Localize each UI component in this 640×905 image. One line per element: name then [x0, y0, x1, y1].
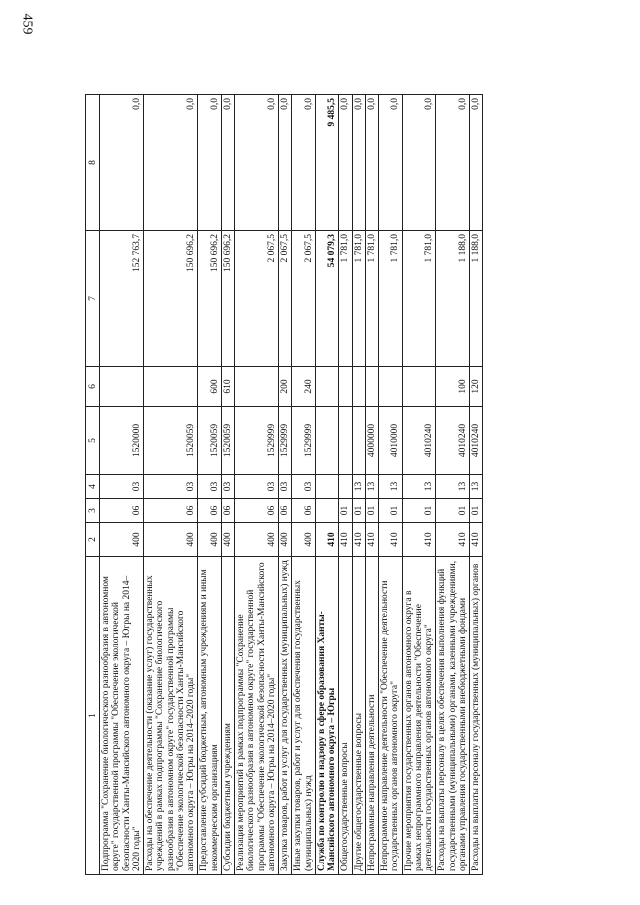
row-target-article: 1520059 — [221, 407, 234, 475]
row-expense-type — [365, 367, 378, 407]
row-amount: 2 067,5 — [279, 231, 292, 367]
col-header-2: 2 — [86, 523, 100, 557]
row-amount-2: 0,0 — [292, 95, 316, 231]
row-amount-2: 0,0 — [379, 95, 403, 231]
row-amount-2: 9 485,5 — [315, 95, 339, 231]
row-target-article: 1529999 — [279, 407, 292, 475]
row-amount: 1 188,0 — [436, 231, 470, 367]
row-subsection-code: 13 — [352, 475, 365, 499]
table-row — [379, 95, 403, 875]
row-subsection-code — [339, 475, 352, 499]
row-amount: 1 781,0 — [402, 231, 436, 367]
row-expense-type: 120 — [470, 367, 483, 407]
col-header-4: 4 — [86, 475, 100, 499]
row-subsection-code: 13 — [402, 475, 436, 499]
row-amount: 150 696,2 — [221, 231, 234, 367]
row-amount-2: 0,0 — [221, 95, 234, 231]
row-amount-2: 0,0 — [279, 95, 292, 231]
row-section-code: 06 — [198, 499, 222, 523]
row-amount: 152 763,7 — [100, 231, 144, 367]
row-expense-type: 240 — [292, 367, 316, 407]
row-ministry-code: 410 — [470, 523, 483, 557]
row-amount: 150 696,2 — [144, 231, 198, 367]
table-row — [352, 95, 365, 875]
row-amount-2: 0,0 — [402, 95, 436, 231]
row-amount: 1 781,0 — [365, 231, 378, 367]
row-target-article: 1529999 — [292, 407, 316, 475]
row-target-article: 4010240 — [402, 407, 436, 475]
table-row — [100, 95, 144, 875]
row-target-article — [315, 407, 339, 475]
row-section-code: 06 — [279, 499, 292, 523]
row-subsection-code: 03 — [235, 475, 279, 499]
row-ministry-code: 410 — [379, 523, 403, 557]
row-name: Непрограммные направления деятельности — [365, 557, 378, 875]
row-expense-type: 600 — [198, 367, 222, 407]
row-ministry-code: 410 — [402, 523, 436, 557]
row-amount-2: 0,0 — [365, 95, 378, 231]
row-section-code: 01 — [436, 499, 470, 523]
row-subsection-code: 03 — [100, 475, 144, 499]
row-amount-2: 0,0 — [144, 95, 198, 231]
table-row — [365, 95, 378, 875]
table-row — [339, 95, 352, 875]
row-section-code: 01 — [402, 499, 436, 523]
row-ministry-code: 400 — [279, 523, 292, 557]
row-amount-2: 0,0 — [198, 95, 222, 231]
table-row — [198, 95, 222, 875]
row-amount-2: 0,0 — [470, 95, 483, 231]
row-ministry-code: 410 — [339, 523, 352, 557]
row-name: Реализация мероприятий в рамках подпрограммы "Сохранение биологического разнообразия в автономном округе" государственной программы "Обеспечение экологической безопасности Ханты-Мансийского автономного округа – Югры на 2014–2020 годы" — [235, 557, 279, 875]
row-target-article: 1520000 — [100, 407, 144, 475]
row-section-code: 06 — [144, 499, 198, 523]
row-target-article: 1520059 — [144, 407, 198, 475]
row-name: Расходы на выплаты персоналу в целях обеспечения выполнения функций государственными (муниципальными) органами, казенными учреждениями, органами управления государственными внебюджетными фондами — [436, 557, 470, 875]
row-subsection-code: 03 — [144, 475, 198, 499]
row-ministry-code: 410 — [352, 523, 365, 557]
row-ministry-code: 400 — [292, 523, 316, 557]
row-name: Субсидии бюджетным учреждениям — [221, 557, 234, 875]
row-ministry-code: 410 — [436, 523, 470, 557]
row-subsection-code: 13 — [365, 475, 378, 499]
col-header-5: 5 — [86, 407, 100, 475]
row-ministry-code: 400 — [235, 523, 279, 557]
row-section-code: 01 — [352, 499, 365, 523]
row-name: Непрограммное направление деятельности "Обеспечение деятельности государственных органов автономного округа" — [379, 557, 403, 875]
row-section-code: 06 — [235, 499, 279, 523]
row-amount: 2 067,5 — [235, 231, 279, 367]
row-ministry-code: 400 — [144, 523, 198, 557]
row-section-code: 06 — [292, 499, 316, 523]
table-row — [144, 95, 198, 875]
table-row-agency-total — [315, 95, 339, 875]
row-expense-type — [352, 367, 365, 407]
row-expense-type — [235, 367, 279, 407]
row-name: Расходы на выплаты персоналу государственных (муниципальных) органов — [470, 557, 483, 875]
row-expense-type — [315, 367, 339, 407]
row-amount: 1 781,0 — [379, 231, 403, 367]
row-section-code: 06 — [221, 499, 234, 523]
row-target-article — [352, 407, 365, 475]
row-amount-2: 0,0 — [235, 95, 279, 231]
row-section-code: 01 — [365, 499, 378, 523]
row-amount: 1 781,0 — [352, 231, 365, 367]
row-name: Предоставление субсидий бюджетным, автономным учреждениям и иным некоммерческим организациям — [198, 557, 222, 875]
col-header-7: 7 — [86, 231, 100, 367]
table-row — [402, 95, 436, 875]
row-name: Общегосударственные вопросы — [339, 557, 352, 875]
row-subsection-code: 03 — [221, 475, 234, 499]
table-row — [470, 95, 483, 875]
row-expense-type — [144, 367, 198, 407]
header-row — [86, 95, 100, 875]
table-row — [292, 95, 316, 875]
row-ministry-code: 400 — [221, 523, 234, 557]
row-section-code: 01 — [470, 499, 483, 523]
row-amount: 1 188,0 — [470, 231, 483, 367]
row-expense-type — [100, 367, 144, 407]
row-subsection-code: 03 — [292, 475, 316, 499]
row-expense-type: 200 — [279, 367, 292, 407]
row-name: Прочие мероприятия государственных органов автономного округа в рамках непрограммного направления деятельности "Обеспечение деятельности государственных органов автономного округа" — [402, 557, 436, 875]
row-section-code: 01 — [379, 499, 403, 523]
row-ministry-code: 410 — [365, 523, 378, 557]
row-name: Служба по контролю и надзору в сфере образования Ханты-Мансийского автономного округа – Югры — [315, 557, 339, 875]
row-amount-2: 0,0 — [339, 95, 352, 231]
row-name: Расходы на обеспечение деятельности (оказание услуг) государственных учреждений в рамках подпрограммы "Сохранение биологического разнообразия в автономном округе" государственной программы "Обеспечение экологической безопасности Ханты-Мансийского автономного округа – Югры на 2014–2020 годы" — [144, 557, 198, 875]
row-subsection-code: 13 — [379, 475, 403, 499]
col-header-6: 6 — [86, 367, 100, 407]
row-expense-type: 610 — [221, 367, 234, 407]
row-amount: 1 781,0 — [339, 231, 352, 367]
row-subsection-code: 13 — [470, 475, 483, 499]
col-header-8: 8 — [86, 95, 100, 231]
row-section-code — [315, 499, 339, 523]
row-amount: 2 067,5 — [292, 231, 316, 367]
row-target-article: 4010240 — [470, 407, 483, 475]
row-subsection-code: 13 — [436, 475, 470, 499]
table-row — [221, 95, 234, 875]
row-target-article: 1520059 — [198, 407, 222, 475]
row-subsection-code — [315, 475, 339, 499]
row-subsection-code: 03 — [198, 475, 222, 499]
row-ministry-code: 400 — [100, 523, 144, 557]
row-name: Закупка товаров, работ и услуг для государственных (муниципальных) нужд — [279, 557, 292, 875]
table-row — [279, 95, 292, 875]
row-expense-type — [379, 367, 403, 407]
row-target-article: 4000000 — [365, 407, 378, 475]
row-expense-type — [402, 367, 436, 407]
row-amount: 150 696,2 — [198, 231, 222, 367]
row-amount: 54 079,3 — [315, 231, 339, 367]
row-subsection-code: 03 — [279, 475, 292, 499]
row-amount-2: 0,0 — [100, 95, 144, 231]
row-expense-type: 100 — [436, 367, 470, 407]
row-target-article: 4010240 — [436, 407, 470, 475]
row-expense-type — [339, 367, 352, 407]
row-target-article: 4010000 — [379, 407, 403, 475]
row-target-article — [339, 407, 352, 475]
row-ministry-code: 400 — [198, 523, 222, 557]
row-name: Иные закупки товаров, работ и услуг для обеспечения государственных (муниципальных) нужд — [292, 557, 316, 875]
budget-table — [85, 94, 483, 875]
row-section-code: 01 — [339, 499, 352, 523]
col-header-3: 3 — [86, 499, 100, 523]
table-row — [235, 95, 279, 875]
row-amount-2: 0,0 — [436, 95, 470, 231]
row-target-article: 1529999 — [235, 407, 279, 475]
table-row — [436, 95, 470, 875]
row-section-code: 06 — [100, 499, 144, 523]
row-name: Другие общегосударственные вопросы — [352, 557, 365, 875]
page-number: 459 — [19, 13, 35, 35]
row-ministry-code: 410 — [315, 523, 339, 557]
row-amount-2: 0,0 — [352, 95, 365, 231]
col-header-1: 1 — [86, 557, 100, 875]
row-name: Подпрограмма "Сохранение биологического разнообразия в автономном округе" государственной программы "Обеспечение экологической безопасности Ханты-Мансийского автономного округа – Югры на 2014–2020 годы" — [100, 557, 144, 875]
rotated-page-content — [85, 95, 555, 875]
